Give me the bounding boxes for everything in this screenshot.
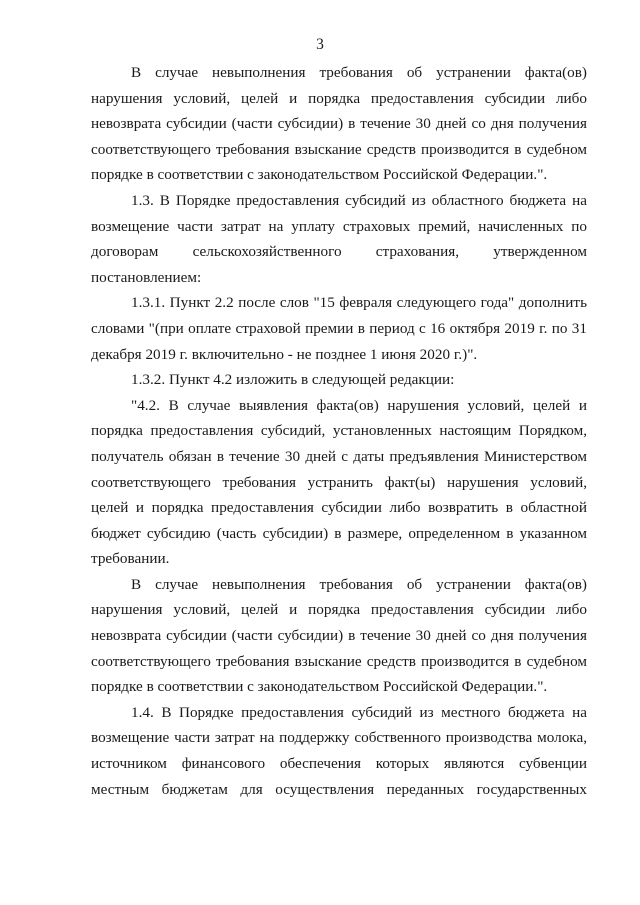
paragraph: 1.4. В Порядке предоставления субсидий из местного бюджета на возмещение части затрат на поддержку собственного производства молока, источником финансового обеспечения которых являются субвенции местным бюджетам для осуществления переданных государственных <box>91 703 587 798</box>
paragraph: В случае невыполнения требования об устранении факта(ов) нарушения условий, целей и порядка предоставления субсидии либо невозврата субсидии (части субсидии) в течение 30 дней со дня получения соответствующего требования взыскание средств производится в судебном порядке в соответствии с законодательством Российской Федерации.". <box>91 64 587 184</box>
paragraph: 1.3.2. Пункт 4.2 изложить в следующей редакции: <box>131 371 455 389</box>
paragraph: 1.3. В Порядке предоставления субсидий из областного бюджета на возмещение части затрат на уплату страховых премий, начисленных по договорам сельскохозяйственного страхования, утвержденном постановлением: <box>91 191 587 286</box>
page-number: 3 <box>316 36 324 53</box>
paragraph: "4.2. В случае выявления факта(ов) нарушения условий, целей и порядка предоставления субсидий, установленных настоящим Порядком, получатель обязан в течение 30 дней с даты предъявления Министерством соответствующего требования устранить факт(ы) нарушения условий, целей и порядка предоставления субсидии либо возвратить в областной бюджет субсидию (часть субсидии) в размере, определенном в указанном требовании. <box>91 396 587 568</box>
paragraph: 1.3.1. Пункт 2.2 после слов "15 февраля следующего года" дополнить словами "(при оплате страховой премии в период с 16 октября 2019 г. по 31 декабря 2019 г. включительно - не позднее 1 июня 2020 г.)". <box>91 294 587 363</box>
document-body <box>91 60 587 802</box>
paragraph: В случае невыполнения требования об устранении факта(ов) нарушения условий, целей и порядка предоставления субсидии либо невозврата субсидии (части субсидии) в течение 30 дней со дня получения соответствующего требования взыскание средств производится в судебном порядке в соответствии с законодательством Российской Федерации.". <box>91 575 587 696</box>
